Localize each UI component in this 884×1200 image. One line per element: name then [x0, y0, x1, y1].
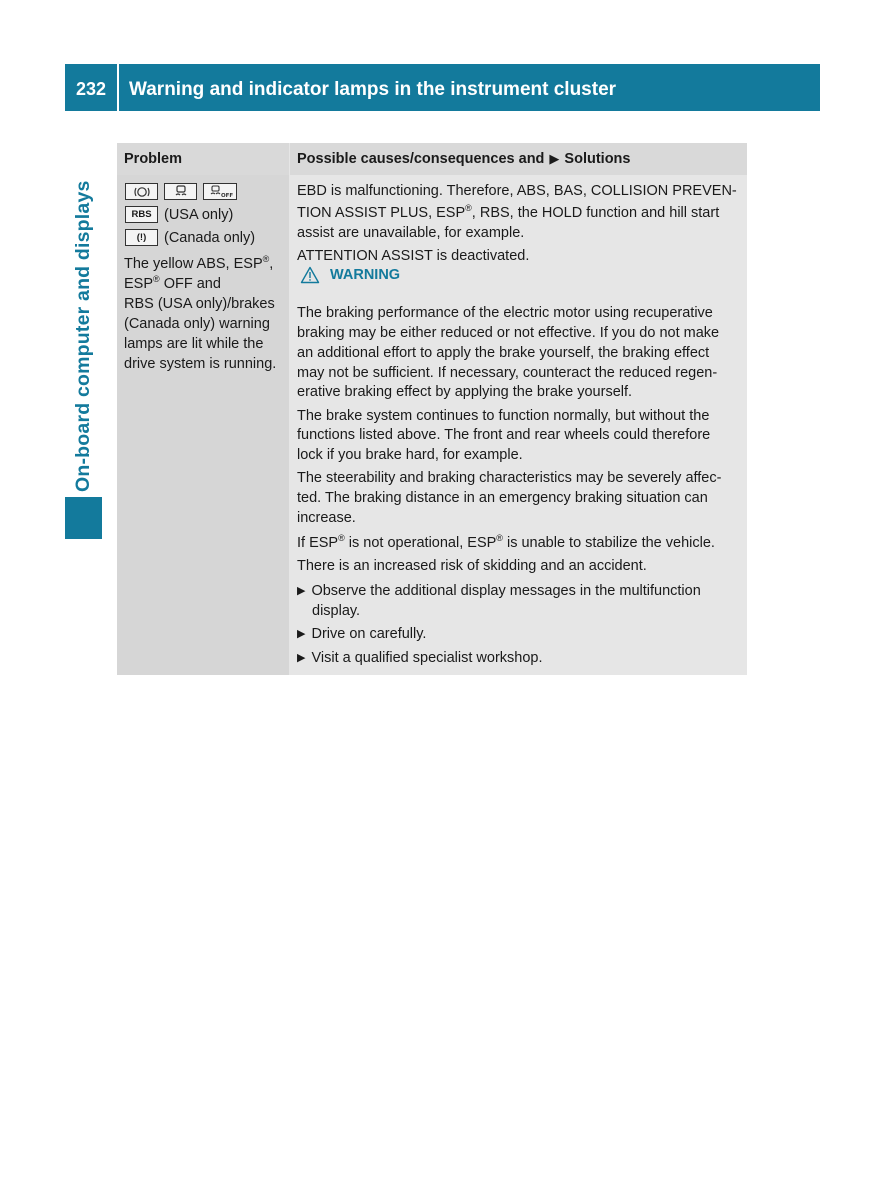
steerability-line: increase. [297, 510, 356, 526]
warning-text-line: erative braking effect by applying the brake yourself. [297, 384, 633, 400]
warning-triangle-icon [300, 266, 320, 284]
step-item: ▶ Visit a qualified specialist workshop. [297, 650, 543, 666]
problem-description-line: ESP® OFF and [124, 274, 221, 292]
header-causes-label: Possible causes/consequences and [297, 151, 545, 167]
abs-lamp-icon [125, 183, 158, 200]
arrow-right-icon: ▶ [549, 151, 560, 166]
warning-text-line: an additional effort to apply the brake yourself, the braking effect [297, 345, 710, 361]
warning-text-line: may not be sufficient. If necessary, counteract the reduced regen- [297, 365, 718, 381]
problem-table [117, 143, 747, 675]
problem-description-line: lamps are lit while the [124, 336, 264, 352]
side-section-marker [65, 497, 102, 539]
header-solutions-label: Solutions [564, 151, 631, 167]
problem-description-line: (Canada only) warning [124, 316, 270, 332]
warning-text-line: braking may be either reduced or not effective. If you do not make [297, 325, 720, 341]
causes-line: TION ASSIST PLUS, ESP®, RBS, the HOLD function and hill start [297, 203, 720, 221]
esp-off-lamp-icon [203, 183, 237, 200]
header-causes-solutions [290, 143, 747, 175]
warning-label: WARNING [330, 267, 401, 283]
brake-lamp-icon: (!) [125, 229, 158, 246]
arrow-right-icon: ▶ [297, 628, 306, 640]
brake-system-line: functions listed above. The front and rear wheels could therefore [297, 427, 711, 443]
warning-text-line: The braking performance of the electric motor using recuperative [297, 305, 713, 321]
side-section-tab [65, 132, 102, 492]
step-item: ▶ Drive on carefully. [297, 626, 427, 642]
rbs-lamp-note: (USA only) [164, 207, 234, 223]
page-header [65, 64, 820, 111]
arrow-right-icon: ▶ [297, 652, 306, 664]
steerability-line: The steerability and braking characteristics may be severely affec- [297, 470, 722, 486]
problem-description-line: drive system is running. [124, 356, 277, 372]
problem-cell [117, 175, 289, 675]
problem-description-line: RBS (USA only)/brakes [124, 296, 275, 312]
causes-cell [290, 175, 747, 675]
causes-line: EBD is malfunctioning. Therefore, ABS, BAS, COLLISION PREVEN- [297, 183, 737, 199]
brake-system-line: lock if you brake hard, for example. [297, 447, 523, 463]
problem-description-line: The yellow ABS, ESP®, [124, 254, 274, 272]
step-item-continuation: display. [312, 603, 361, 619]
causes-line: assist are unavailable, for example. [297, 225, 525, 241]
page-number: 232 [75, 79, 107, 99]
rbs-lamp-icon: RBS [125, 206, 158, 223]
warning-heading [300, 266, 400, 284]
side-section-label: On-board computer and displays [72, 180, 94, 492]
esp-line: If ESP® is not operational, ESP® is unable to stabilize the vehicle. [297, 533, 715, 551]
step-item: ▶ Observe the additional display messages in the multifunction [297, 583, 701, 599]
brake-system-line: The brake system continues to function normally, but without the [297, 408, 710, 424]
brake-lamp-note: (Canada only) [164, 230, 256, 246]
steerability-line: ted. The braking distance in an emergency braking situation can [297, 490, 708, 506]
svg-text:OFF: OFF [221, 193, 234, 199]
esp-lamp-icon [164, 183, 197, 200]
skidding-line: There is an increased risk of skidding and an accident. [297, 558, 647, 574]
header-divider [117, 64, 119, 111]
attention-assist-note: ATTENTION ASSIST is deactivated. [297, 248, 530, 264]
page-title: Warning and indicator lamps in the instrument cluster [129, 78, 617, 100]
arrow-right-icon: ▶ [297, 585, 306, 597]
header-problem: Problem [117, 143, 289, 175]
